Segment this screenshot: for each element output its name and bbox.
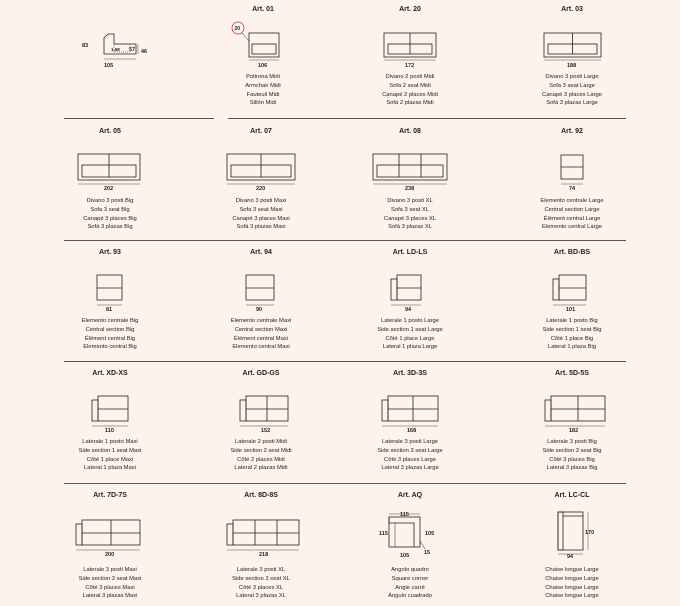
name-fr: Angle carré xyxy=(395,584,425,591)
article-code: Art. 3D-3S xyxy=(393,370,427,377)
name-it: Elemento centrale Maxi xyxy=(230,318,292,324)
article-code: Art. BD-BS xyxy=(553,249,591,256)
name-en: Chaise longue Large xyxy=(545,575,599,582)
product-names xyxy=(487,197,657,232)
product-art-ld-ls xyxy=(325,243,495,363)
width-label: 94 xyxy=(405,307,412,313)
name-it: Laterale 3 posti Maxi xyxy=(83,567,137,573)
name-es: Lateral 1 plaza Large xyxy=(382,344,438,351)
name-es: Ángulo cuadrado xyxy=(388,593,432,600)
name-en: Side section 3 seat Large xyxy=(377,447,443,454)
name-en: Central section Maxi xyxy=(234,326,288,333)
product-art-7d-7s xyxy=(25,486,195,606)
width-label: 105 xyxy=(104,63,114,69)
article-code: Art. 7D-7S xyxy=(93,492,127,499)
product-art-lc-cl xyxy=(487,486,657,606)
name-en: Central section Large xyxy=(544,206,600,213)
name-it: Laterale 2 posti Midi xyxy=(235,439,287,445)
width-label: 101 xyxy=(566,307,576,313)
name-fr: Côté 2 places Midi xyxy=(237,456,285,463)
name-it: Divano 3 posti Large xyxy=(545,74,599,80)
width-label: 220 xyxy=(256,186,266,192)
product-names xyxy=(25,197,195,232)
name-es: Lateral 1 plaza Maxi xyxy=(84,465,136,472)
width-label: 81 xyxy=(106,307,113,313)
product-names xyxy=(325,73,495,108)
width-label: 188 xyxy=(567,63,577,69)
article-code: Art. 03 xyxy=(561,6,583,13)
height-label: 83 xyxy=(82,43,89,49)
name-en: Sofa 3 seat Large xyxy=(549,82,595,89)
article-code: Art. LC-CL xyxy=(554,492,590,499)
article-code: Art. 93 xyxy=(99,249,121,256)
inner-label: 1,58 xyxy=(111,47,120,52)
name-it: Laterale 3 posti Big xyxy=(547,439,597,445)
product-art-05 xyxy=(25,122,195,242)
article-code: Art. 08 xyxy=(399,128,421,135)
product-names xyxy=(325,566,495,601)
product-names xyxy=(176,438,346,473)
top-dim-label: 115 xyxy=(400,512,409,518)
width-label: 168 xyxy=(407,428,417,434)
product-art-8d-8s xyxy=(176,486,346,606)
name-fr: Canapé 3 places Large xyxy=(542,91,602,98)
name-es: Sofá 3 plazas XL xyxy=(388,224,432,231)
product-art-20 xyxy=(325,0,495,120)
product-names xyxy=(25,438,195,473)
product-art-92 xyxy=(487,122,657,242)
product-art-5d-5s xyxy=(487,364,657,484)
product-art-bd-bs xyxy=(487,243,657,363)
product-names xyxy=(325,317,495,352)
product-names xyxy=(487,317,657,352)
name-it: Laterale 1 posto Big xyxy=(546,318,598,324)
name-en: Sofa 3 seat XL xyxy=(390,206,430,213)
depth-label: 57 xyxy=(129,47,136,53)
product-names xyxy=(25,566,195,601)
name-es: Elemento central Big xyxy=(83,344,137,351)
product-names xyxy=(178,73,348,108)
name-es: Lateral 2 plazas Midi xyxy=(234,465,288,472)
name-fr: Côté 3 places XL xyxy=(238,584,284,591)
name-it: Chaise longue Large xyxy=(545,567,599,573)
name-en: Sofa 3 seat Big xyxy=(90,206,130,213)
article-code: Art. 20 xyxy=(399,6,421,13)
right-dim-label: 105 xyxy=(425,531,435,537)
name-en: Square corner xyxy=(391,575,429,582)
width-label: 152 xyxy=(261,428,271,434)
name-it: Divano 2 posti Midi xyxy=(385,74,435,80)
name-en: Central section Big xyxy=(85,326,135,333)
name-fr: Élément central Large xyxy=(543,215,601,222)
article-code: Art. 01 xyxy=(252,6,274,13)
name-en: Side section 2 seat Midi xyxy=(230,447,292,454)
article-code: Art. 05 xyxy=(99,128,121,135)
width-label: 110 xyxy=(105,428,114,434)
article-code: Art. 8D-8S xyxy=(244,492,278,499)
name-es: Sofá 2 plazas Midi xyxy=(386,100,434,107)
width-label: 238 xyxy=(405,186,415,192)
width-label: 90 xyxy=(256,307,263,313)
name-it: Elemento centrale Large xyxy=(540,198,604,204)
product-art-aq xyxy=(325,486,495,606)
name-es: Sofá 3 plazas Maxi xyxy=(236,224,286,231)
name-es: Sofá 3 plazas Large xyxy=(546,100,598,107)
width-label: 218 xyxy=(259,552,269,558)
article-code: Art. LD-LS xyxy=(392,249,428,256)
width-label: 182 xyxy=(569,428,579,434)
name-it: Laterale 3 posti XL xyxy=(236,567,286,573)
width-label: 94 xyxy=(567,554,574,560)
name-it: Laterale 1 posto Maxi xyxy=(82,439,138,445)
article-code: Art. XD-XS xyxy=(92,370,128,377)
width-label: 202 xyxy=(104,186,114,192)
product-art-07 xyxy=(176,122,346,242)
product-art-3d-3s xyxy=(325,364,495,484)
product-art-gd-gs xyxy=(176,364,346,484)
name-fr: Élément central Big xyxy=(84,335,136,342)
name-it: Divano 3 posti XL xyxy=(387,198,433,204)
name-fr: Côté 3 places Maxi xyxy=(85,584,135,591)
article-code: Art. AQ xyxy=(397,492,423,499)
name-es: Lateral 3 plazas Big xyxy=(546,465,598,472)
name-es: Elemento central Maxi xyxy=(232,344,290,351)
product-art-03 xyxy=(487,0,657,120)
name-fr: Canapé 3 places XL xyxy=(383,215,437,222)
name-en: Sofa 3 seat Maxi xyxy=(239,206,283,213)
name-fr: Canapé 2 places Midi xyxy=(382,91,438,98)
bottom-dim-label: 105 xyxy=(400,553,410,559)
article-code: Art. 5D-5S xyxy=(555,370,589,377)
name-fr: Côté 3 places Big xyxy=(549,456,595,463)
article-code: Art. 94 xyxy=(250,249,272,256)
width-label: 172 xyxy=(405,63,415,69)
product-names xyxy=(25,317,195,352)
product-art-93 xyxy=(25,243,195,363)
name-es: Lateral 3 plazas Maxi xyxy=(82,593,138,600)
name-it: Divano 3 posti Maxi xyxy=(235,198,287,204)
name-fr: Canapé 3 places Maxi xyxy=(232,215,290,222)
corner-dim-label: 15 xyxy=(424,550,431,556)
name-it: Laterale 1 posto Large xyxy=(380,318,439,324)
name-es: Sofá 3 plazas Big xyxy=(87,224,133,231)
name-en: Armchair Midi xyxy=(245,82,281,89)
name-en: Side section 1 seat Big xyxy=(542,326,602,333)
name-it: Laterale 3 posti Large xyxy=(381,439,439,445)
width-label: 200 xyxy=(105,552,115,558)
name-es: Lateral 1 plaza Big xyxy=(547,344,597,351)
name-fr: Côté 3 places Large xyxy=(384,456,436,463)
depth2-label: 46 xyxy=(141,49,148,55)
left-dim-label: 115 xyxy=(379,531,388,537)
name-en: Side section 3 seat Maxi xyxy=(78,575,142,582)
name-es: Lateral 3 plazas Large xyxy=(381,465,439,472)
name-es: Sillón Midi xyxy=(249,100,277,107)
width-label: 74 xyxy=(569,186,576,192)
name-es: Lateral 3 plazas XL xyxy=(236,593,286,600)
product-names xyxy=(487,438,657,473)
name-fr: Côté 1 place Big xyxy=(550,335,594,342)
name-es: Chaise longue Large xyxy=(545,593,599,600)
name-fr: Fauteuil Midi xyxy=(246,91,280,98)
callout-label: 20 xyxy=(234,26,241,32)
name-en: Side section 1 seat Maxi xyxy=(78,447,142,454)
armchair-side-profile xyxy=(28,0,198,120)
name-fr: Côté 1 place Large xyxy=(385,335,435,342)
name-es: Elemento central Large xyxy=(542,224,602,231)
product-side-view xyxy=(28,0,198,120)
product-names xyxy=(325,197,495,232)
name-en: Side section 1 seat Large xyxy=(377,326,443,333)
product-art-xd-xs xyxy=(25,364,195,484)
article-code: Art. 92 xyxy=(561,128,583,135)
name-it: Poltrona Midi xyxy=(246,74,280,80)
name-en: Side section 3 seat Big xyxy=(542,447,602,454)
name-it: Elemento centrale Big xyxy=(81,318,139,324)
name-fr: Élément central Maxi xyxy=(233,335,289,342)
name-it: Divano 3 posti Big xyxy=(86,198,134,204)
name-en: Sofa 2 seat Midi xyxy=(389,82,431,89)
product-names xyxy=(176,566,346,601)
width-label: 106 xyxy=(258,63,268,69)
name-fr: Canapé 3 places Big xyxy=(83,215,137,222)
product-art-08 xyxy=(325,122,495,242)
article-code: Art. 07 xyxy=(250,128,272,135)
product-names xyxy=(176,197,346,232)
product-names xyxy=(487,73,657,108)
name-it: Angolo quadro xyxy=(391,567,429,573)
product-names xyxy=(325,438,495,473)
name-fr: Côté 1 place Maxi xyxy=(86,456,134,463)
article-code: Art. GD-GS xyxy=(242,370,280,377)
product-names xyxy=(487,566,657,601)
name-fr: Chaise longue Large xyxy=(545,584,599,591)
product-art-94 xyxy=(176,243,346,363)
depth-label: 170 xyxy=(585,530,595,536)
product-names xyxy=(176,317,346,352)
product-art-01 xyxy=(178,0,348,120)
name-en: Side section 3 seat XL xyxy=(232,575,290,582)
